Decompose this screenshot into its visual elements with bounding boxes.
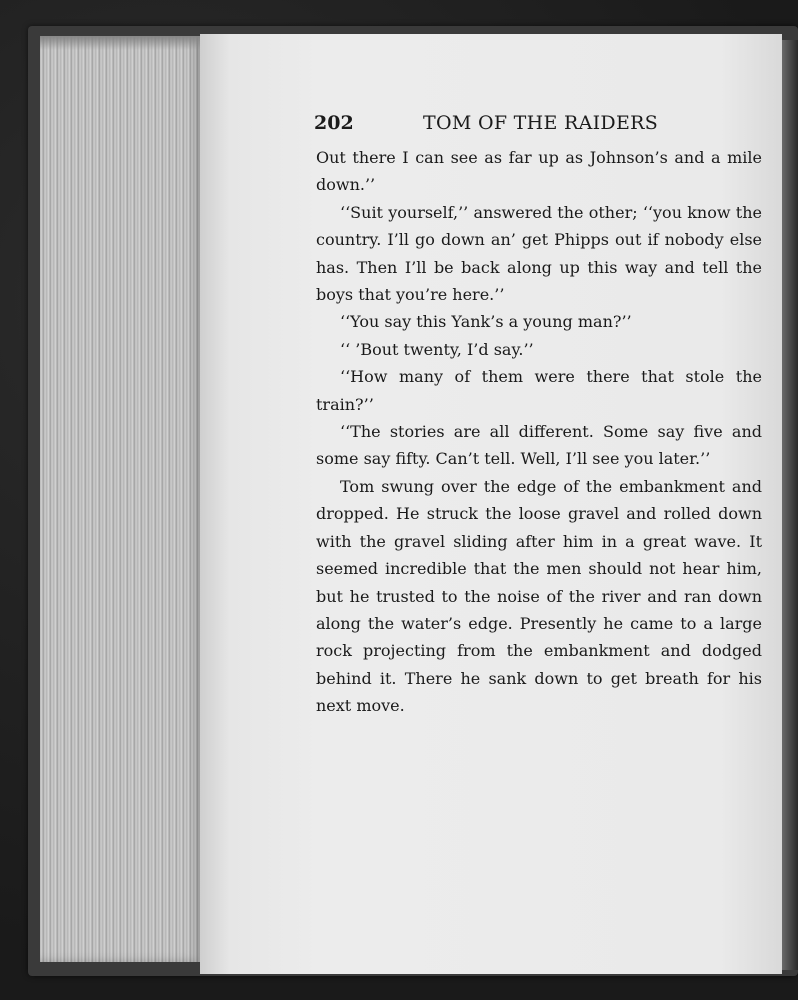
paragraph: ‘‘ ’Bout twenty, I’d say.’’ bbox=[340, 339, 534, 359]
paragraph: ‘‘Suit yourself,’’ answered the other; ‘‘you know the country. I’ll go down an’ get Phipps out if nobody else has. Then I’ll be back along up this way and tell the boys that you’re here.’’ bbox=[316, 202, 762, 305]
page-right-edge bbox=[782, 40, 798, 970]
paragraph: ‘‘The stories are all different. Some say five and some say fifty. Can’t tell. Well, I’ll see you later.’’ bbox=[316, 422, 762, 469]
page-number: 202 bbox=[314, 112, 354, 134]
running-head: TOM OF THE RAIDERS bbox=[423, 112, 659, 134]
paragraph: ‘‘You say this Yank’s a young man?’’ bbox=[340, 312, 632, 332]
body-text bbox=[316, 144, 762, 720]
paragraph: Out there I can see as far up as Johnson’s and a mile down.’’ bbox=[316, 148, 762, 195]
paragraph: ‘‘How many of them were there that stole the train?’’ bbox=[316, 367, 762, 414]
page-header bbox=[314, 112, 764, 142]
paragraph: Tom swung over the edge of the embankment and dropped. He struck the loose gravel and rolled down with the gravel sliding after him in a great wave. It seemed incredible that the men should not hear him, but he trusted to the noise of the river and ran down along the water’s edge. Presently he came to a large rock projecting from the embankment and dodged behind it. There he sank down to get breath for his next move. bbox=[316, 476, 762, 716]
page-edges bbox=[40, 36, 202, 962]
